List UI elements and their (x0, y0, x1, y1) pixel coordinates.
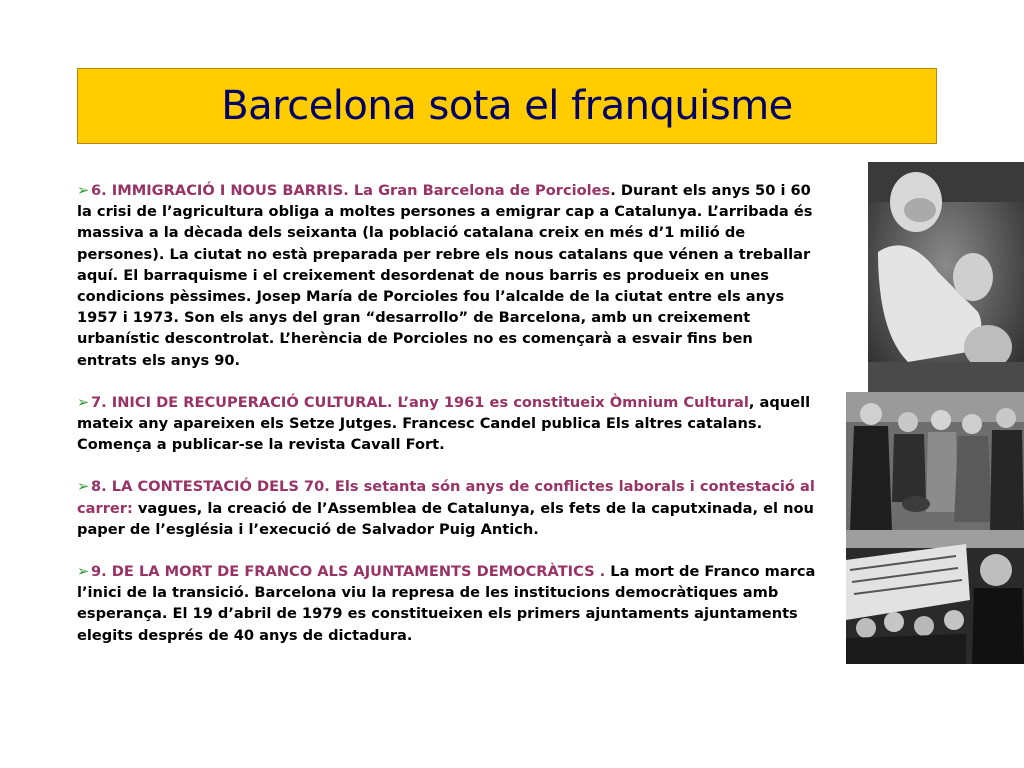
paragraph-immigration (77, 180, 817, 371)
arrow-bullet-icon: ➢ (77, 393, 90, 411)
paragraph-text: vagues, la creació de l’Assemblea de Catalunya, els fets de la caputxinada, el nou paper de l’església i l’execució de Salvador Puig Antich. (77, 499, 814, 538)
paragraph-text: . Durant els anys 50 i 60 la crisi de l’agricultura obliga a moltes persones a emigrar cap a Catalunya. L’arribada és massiva a la dècada dels seixanta (la població catalana creix en més d’1 milió de persones). La ciutat no està preparada per rebre els nous catalans que vénen a treballar aquí. El barraquisme i el creixement desordenat de nous barris es produeix en unes condicions pèssimes. Josep María de Porcioles fou l’alcalde de la ciutat entre els anys 1957 i 1973. Son els anys del gran “desarrollo” de Barcelona, amb un creixement urbanístic descontrolat. L’herència de Porcioles no es començarà a esvair fins ben entrats els anys 90. (77, 182, 813, 369)
porcioles-photo (868, 162, 1024, 392)
arrow-bullet-icon: ➢ (77, 563, 90, 581)
paragraph-seventies-protest (77, 476, 817, 540)
paragraph-heading: 6. IMMIGRACIÓ I NOUS BARRIS. La Gran Barcelona de Porcioles (91, 182, 611, 199)
paragraph-text: La mort de Franco marca l’inici de la transició. Barcelona viu la represa de les institucions democràtiques amb esperança. El 19 d’abril de 1979 es constitueixen els primers ajuntaments ajuntaments elegits després de 40 anys de dictadura. (77, 563, 816, 644)
arrow-bullet-icon: ➢ (77, 478, 90, 496)
title-banner (77, 68, 937, 144)
paragraph-cultural-recovery (77, 392, 817, 456)
protest-crowd-photo (846, 530, 1024, 664)
paragraph-democratic-councils (77, 561, 817, 646)
slide-body (77, 180, 817, 667)
paragraph-text: , aquell mateix any apareixen els Setze Jutges. Francesc Candel publica Els altres catalans. Comença a publicar-se la revista Cavall Fort. (77, 393, 811, 454)
arrow-bullet-icon: ➢ (77, 182, 90, 199)
paragraph-heading: 8. LA CONTESTACIÓ DELS 70. Els setanta són anys de conflictes laborals i contestació al carrer: (77, 478, 815, 517)
paragraph-heading: 9. DE LA MORT DE FRANCO ALS AJUNTAMENTS DEMOCRÀTICS . (91, 563, 606, 581)
setze-jutges-photo (846, 392, 1024, 530)
slide-title: Barcelona sota el franquisme (221, 83, 793, 129)
paragraph-heading: 7. INICI DE RECUPERACIÓ CULTURAL. L’any 1961 es constitueix Òmnium Cultural (91, 393, 749, 411)
